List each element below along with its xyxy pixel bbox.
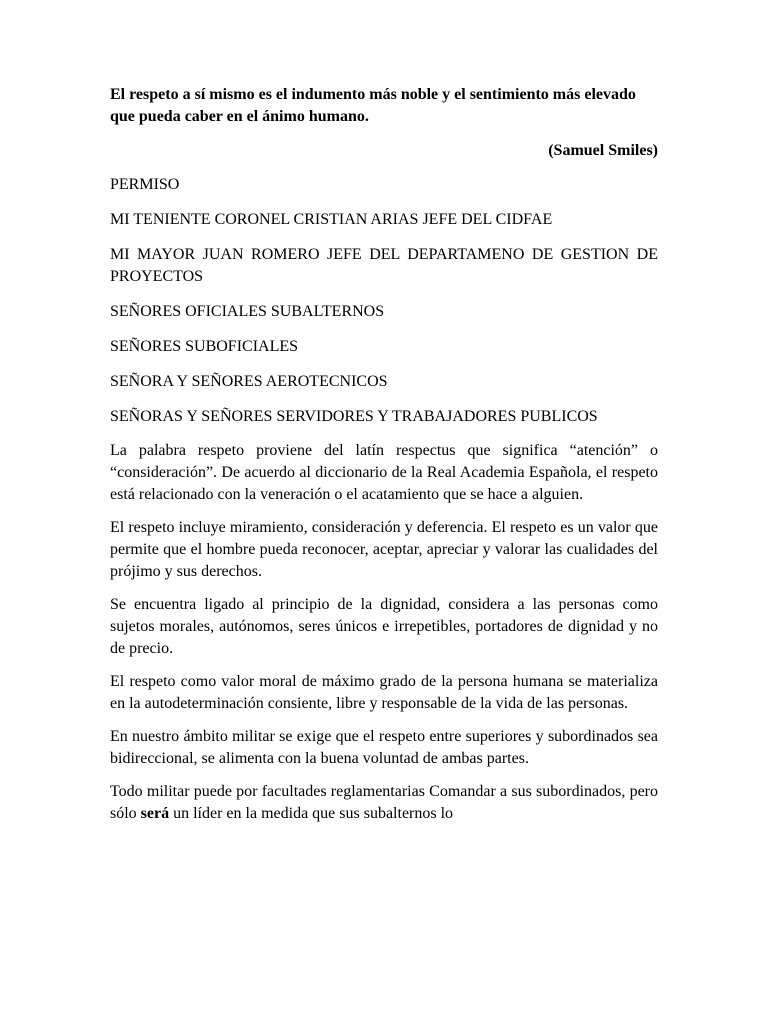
document-page [110, 84, 658, 825]
salutation-teniente-coronel: MI TENIENTE CORONEL CRISTIAN ARIAS JEFE DEL CIDFAE [110, 211, 553, 228]
body-paragraph: El respeto como valor moral de máximo grado de la persona humana se materializa en la autodeterminación consiente, libre y responsable de la vida de las personas. [110, 673, 658, 712]
salutation-servidores: SEÑORAS Y SEÑORES SERVIDORES Y TRABAJADORES PUBLICOS [110, 408, 598, 425]
epigraph-quote: El respeto a sí mismo es el indumento más noble y el sentimiento más elevado que pueda caber en el ánimo humano. [110, 86, 636, 125]
body-paragraph: Se encuentra ligado al principio de la dignidad, considera a las personas como sujetos morales, autónomos, seres únicos e irrepetibles, portadores de dignidad y no de precio. [110, 596, 658, 657]
salutation-aerotecnicos: SEÑORA Y SEÑORES AEROTECNICOS [110, 373, 388, 390]
body-paragraph: La palabra respeto proviene del latín respectus que significa “atención” o “consideración”. De acuerdo al diccionario de la Real Academia Española, el respeto está relacionado con la veneración o el acatamiento que se hace a alguien. [110, 442, 658, 503]
salutation-permiso: PERMISO [110, 176, 180, 193]
salutation-oficiales: SEÑORES OFICIALES SUBALTERNOS [110, 303, 385, 320]
body-paragraph-last [110, 781, 658, 825]
last-paragraph-bold-word: será [140, 805, 170, 822]
epigraph-attribution: (Samuel Smiles) [548, 142, 658, 159]
last-paragraph-start: Todo militar puede por facultades reglamentarias Comandar a sus subordinados, pero sólo [110, 783, 658, 822]
last-paragraph-end: un líder en la medida que sus subalternos lo [169, 805, 454, 822]
body-paragraph: El respeto incluye miramiento, consideración y deferencia. El respeto es un valor que permite que el hombre pueda reconocer, aceptar, apreciar y valorar las cualidades del prójimo y sus derechos. [110, 519, 658, 580]
salutation-mayor: MI MAYOR JUAN ROMERO JEFE DEL DEPARTAMENO DE GESTION DE PROYECTOS [110, 246, 658, 285]
salutation-suboficiales: SEÑORES SUBOFICIALES [110, 338, 299, 355]
body-paragraph: En nuestro ámbito militar se exige que el respeto entre superiores y subordinados sea bidireccional, se alimenta con la buena voluntad de ambas partes. [110, 728, 658, 767]
